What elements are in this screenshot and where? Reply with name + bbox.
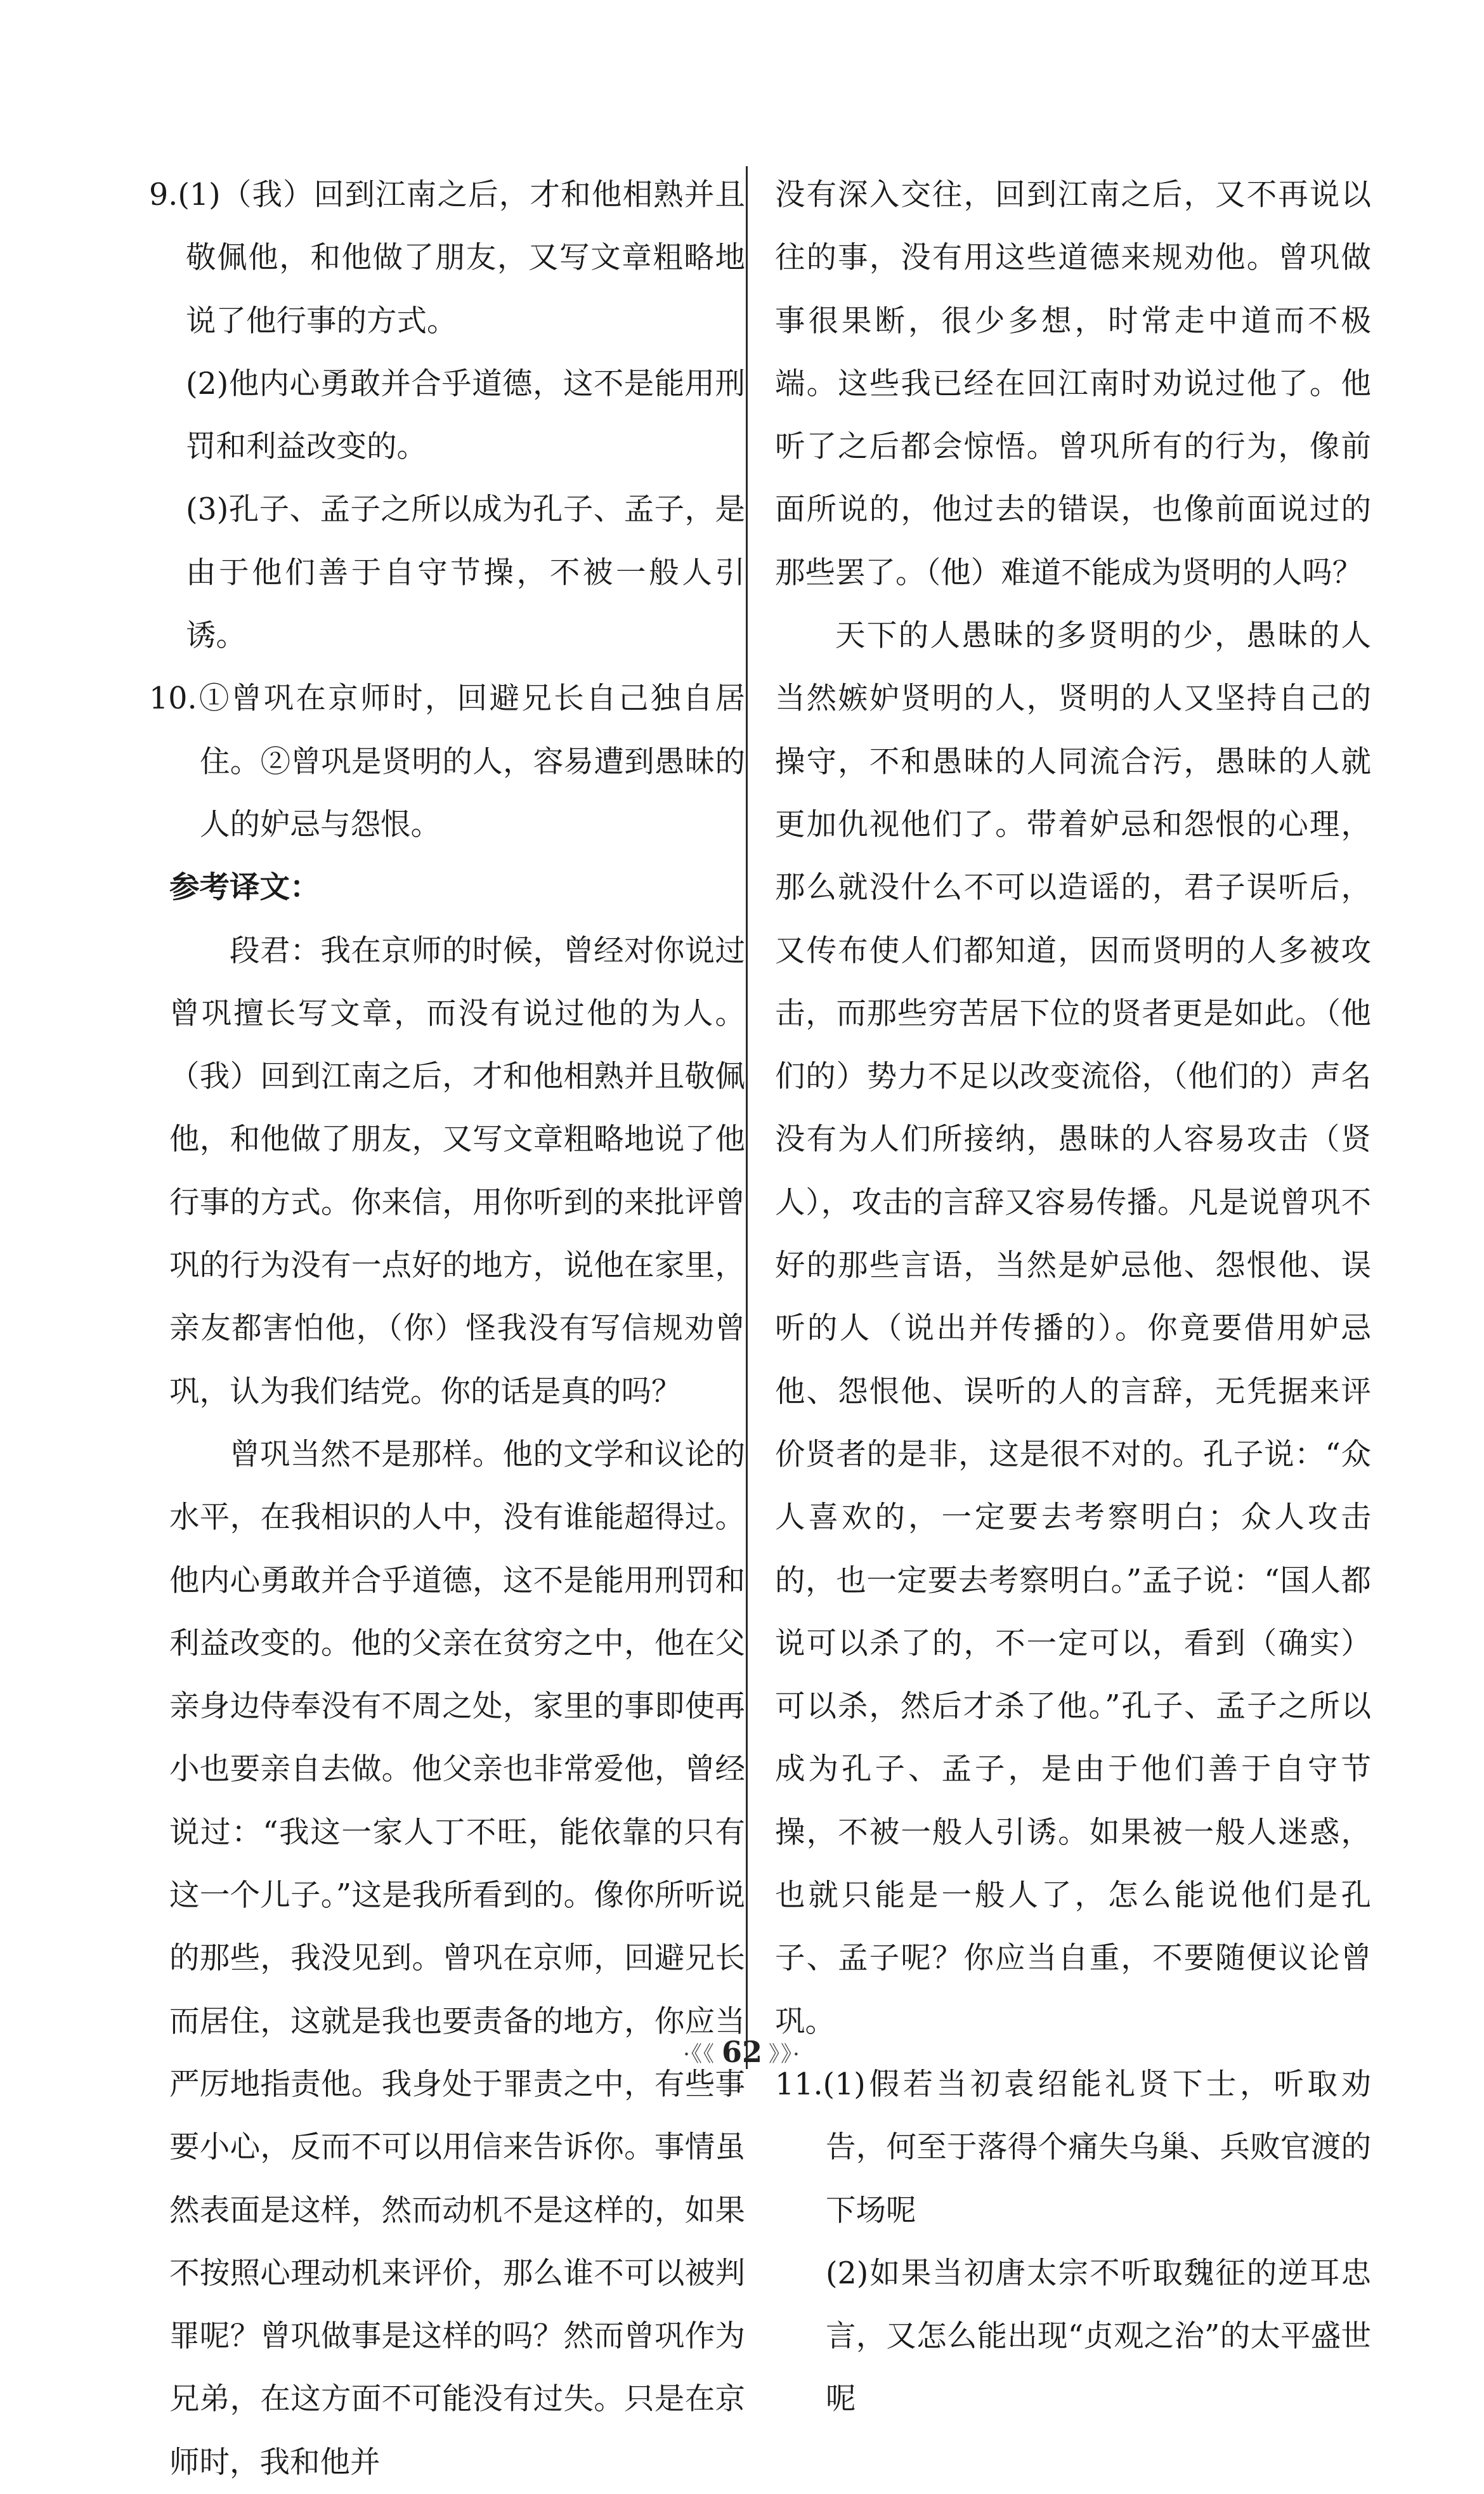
answer-10: 10.①曾巩在京师时，回避兄长自己独自居住。②曾巩是贤明的人，容易遭到愚昧的人的妒忌与怨恨。 bbox=[149, 681, 745, 842]
answer-9-1: 9.(1)（我）回到江南之后，才和他相熟并且敬佩他，和他做了朋友，又写文章粗略地说了他行事的方式。 bbox=[149, 178, 745, 339]
translation-paragraph-3: 天下的人愚昧的多贤明的少，愚昧的人当然嫉妒贤明的人，贤明的人又坚持自己的操守，不和愚昧的人同流合污，愚昧的人就更加仇视他们了。带着妒忌和怨恨的心理，那么就没什么不可以造谣的，君子误听后，又传布使人们都知道，因而贤明的人多被攻击，而那些穷苦居下位的贤者更是如此。（他们的）势力不足以改变流俗，（他们的）声名没有为人们所接纳，愚昧的人容易攻击（贤人），攻击的言辞又容易传播。凡是说曾巩不好的那些言语，当然是妒忌他、怨恨他、误听的人（说出并传播的）。你竟要借用妒忌他、怨恨他、误听的人的言辞，无凭据来评价贤者的是非，这是很不对的。孔子说：“众人喜欢的，一定要去考察明白；众人攻击的，也一定要去考察明白。”孟子说：“国人都说可以杀了的，不一定可以，看到（确实）可以杀，然后才杀了他。”孔子、孟子之所以成为孔子、孟子，是由于他们善于自守节操，不被一般人引诱。如果被一般人迷惑，也就只能是一般人了，怎么能说他们是孔子、孟子呢？你应当自重，不要随便议论曾巩。 bbox=[775, 618, 1371, 2039]
answer-11-1: 11.(1)假若当初袁绍能礼贤下士，听取劝告，何至于落得个痛失乌巢、兵败官渡的下场呢 bbox=[775, 2066, 1371, 2228]
right-column bbox=[775, 164, 1371, 2431]
footer-decoration-right: 》》· bbox=[769, 2041, 801, 2067]
translation-paragraph-1: 段君：我在京师的时候，曾经对你说过曾巩擅长写文章，而没有说过他的为人。（我）回到江南之后，才和他相熟并且敬佩他，和他做了朋友，又写文章粗略地说了他行事的方式。你来信，用你听到的来批评曾巩的行为没有一点好的地方，说他在家里，亲友都害怕他，（你）怪我没有写信规劝曾巩，认为我们结党。你的话是真的吗？ bbox=[169, 933, 745, 1409]
page-footer bbox=[0, 2035, 1484, 2069]
left-column bbox=[149, 164, 745, 2494]
answer-11-2: (2)如果当初唐太宗不听取魏征的逆耳忠言，又怎么能出现“贞观之治”的太平盛世呢 bbox=[826, 2256, 1371, 2417]
page-number: 62 bbox=[721, 2035, 762, 2069]
translation-paragraph-2: 曾巩当然不是那样。他的文学和议论的水平，在我相识的人中，没有谁能超得过。他内心勇敢并合乎道德，这不是能用刑罚和利益改变的。他的父亲在贫穷之中，他在父亲身边侍奉没有不周之处，家里的事即使再小也要亲自去做。他父亲也非常爱他，曾经说过：“我这一家人丁不旺，能依靠的只有这一个儿子。”这是我所看到的。像你所听说的那些，我没见到。曾巩在京师，回避兄长而居住，这就是我也要责备的地方，你应当严厉地指责他。我身处于罪责之中，有些事要小心，反而不可以用信来告诉你。事情虽然表面是这样，然而动机不是这样的，如果不按照心理动机来评价，那么谁不可以被判罪呢？曾巩做事是这样的吗？然而曾巩作为兄弟，在这方面不可能没有过失。只是在京师时，我和他并 bbox=[169, 1437, 745, 2480]
reference-translation bbox=[149, 920, 745, 2494]
translation-paragraph-2-continued: 没有深入交往，回到江南之后，又不再说以往的事，没有用这些道德来规劝他。曾巩做事很果断，很少多想，时常走中道而不极端。这些我已经在回江南时劝说过他了。他听了之后都会惊悟。曾巩所有的行为，像前面所说的，他过去的错误，也像前面说过的那些罢了。（他）难道不能成为贤明的人吗？ bbox=[775, 178, 1371, 591]
answer-9-3: (3)孔子、孟子之所以成为孔子、孟子，是由于他们善于自守节操，不被一般人引诱。 bbox=[186, 492, 745, 654]
column-divider bbox=[746, 166, 748, 2069]
footer-decoration-left: ·《《 bbox=[683, 2041, 715, 2067]
reference-translation-title: 参考译文： bbox=[169, 870, 320, 906]
answer-9-2: (2)他内心勇敢并合乎道德，这不是能用刑罚和利益改变的。 bbox=[186, 366, 745, 465]
